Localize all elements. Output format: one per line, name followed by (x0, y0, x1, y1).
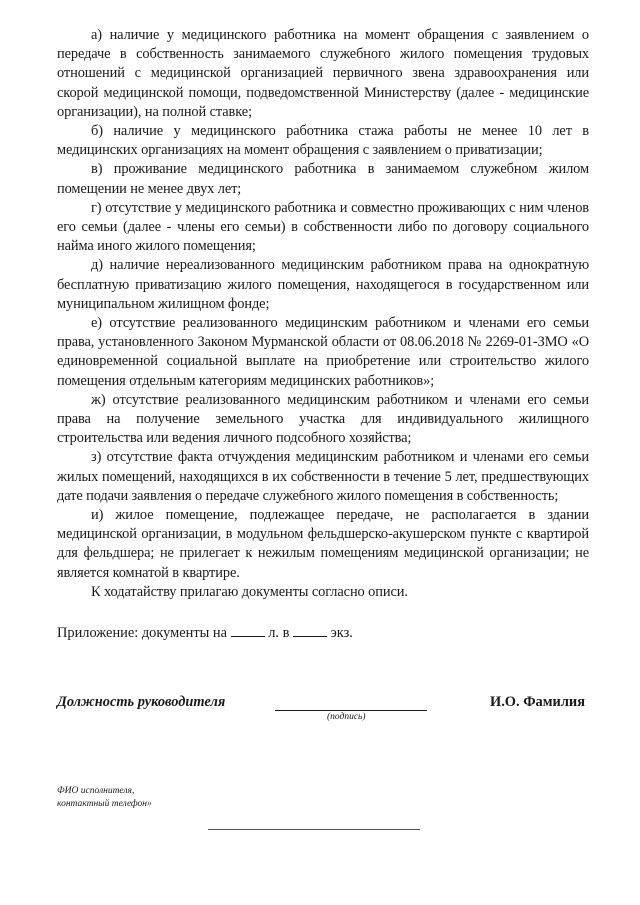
signature-line (275, 710, 427, 711)
paragraph-zh: ж) отсутствие реализованного медицинским работником и членами его семьи права на получение земельного участка для индивидуального жилищного строительства или ведения личного подсобного хозяйства; (57, 391, 589, 447)
copies-blank (293, 624, 327, 637)
paragraph-v: в) проживание медицинского работника в занимаемом служебном жилом помещении не менее двух лет; (57, 161, 589, 197)
attachment-prefix: Приложение: документы на (57, 625, 227, 641)
paragraph-i: и) жилое помещение, подлежащее передаче, не располагается в здании медицинской организации, в модульном фельдшерско-акушерском пункте с квартирой для фельдшера; не прилегает к нежилым помещениям медицинской организации; не является комнатой в квартире. (57, 507, 589, 581)
executor-phone-label: контактный телефон» (57, 798, 152, 809)
paragraph-g: г) отсутствие у медицинского работника и совместно проживающих с ним членов его семьи (далее - члены его семьи) в собственности либо по договору социального найма иного жилого помещения; (57, 199, 589, 255)
executor-info (57, 785, 152, 810)
footer-divider (208, 829, 420, 830)
signature-block (57, 694, 589, 734)
paragraph-z: з) отсутствие факта отчуждения медицинским работником и членами его семьи жилых помещений, находящихся в их собственности в течение 5 лет, предшествующих дате подачи заявления о передаче служебного жилого помещения в собственность; (57, 449, 589, 504)
signer-name: И.О. Фамилия (490, 694, 585, 710)
attachment-note: К ходатайству прилагаю документы согласно описи. (91, 583, 408, 600)
executor-name-label: ФИО исполнителя, (57, 786, 135, 796)
attachment-middle: л. в (268, 625, 290, 641)
sheets-blank (231, 624, 265, 637)
paragraph-a: а) наличие у медицинского работника на момент обращения с заявлением о передаче в собственность занимаемого служебного жилого помещения трудовых отношений с медицинской организацией первичного звена здравоохранения или скорой медицинской помощи, подведомственной Министерству (далее - медицинские организации), на полной ставке; (57, 27, 589, 120)
document-body (57, 26, 589, 602)
attachment-suffix: экз. (330, 625, 353, 641)
paragraph-b: б) наличие у медицинского работника стажа работы не менее 10 лет в медицинских организациях на момент обращения с заявлением о приватизации; (57, 123, 589, 159)
attachment-line (57, 624, 353, 642)
signer-role: Должность руководителя (57, 694, 226, 710)
signature-caption: (подпись) (327, 712, 366, 722)
paragraph-e: е) отсутствие реализованного медицинским работником и членами его семьи права, установленного Законом Мурманской области от 08.06.2018 № 2269-01-ЗМО «О единовременной социальной выплате на приобретение или строительство жилого помещения отдельным категориям медицинских работников»; (57, 315, 589, 389)
paragraph-d: д) наличие нереализованного медицинским работником права на однократную бесплатную приватизацию жилого помещения, находящегося в государственном или муниципальном жилищном фонде; (57, 257, 589, 312)
